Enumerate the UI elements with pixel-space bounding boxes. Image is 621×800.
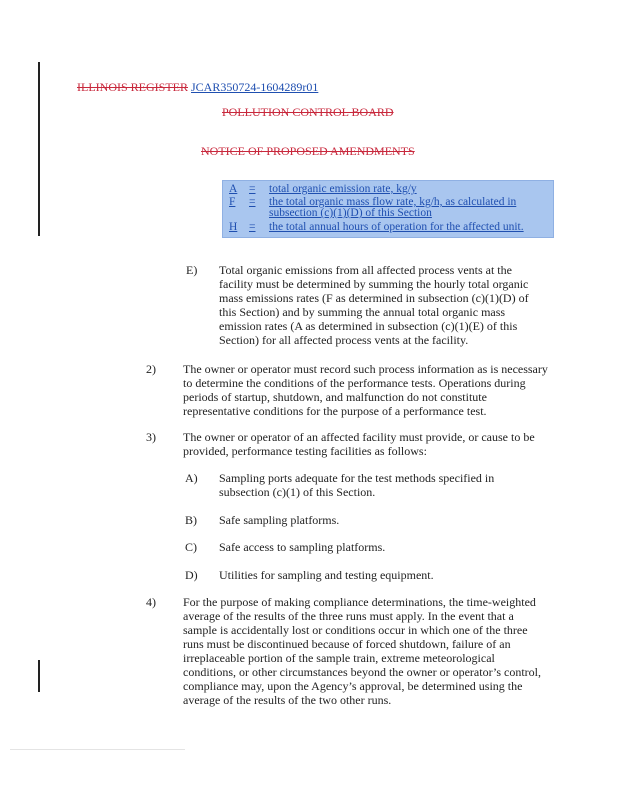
register-inserted: JCAR350724-1604289r01 xyxy=(191,80,319,94)
item-label-e: E) xyxy=(186,263,198,277)
definition-equals: = xyxy=(249,196,256,208)
item-label-4: 4) xyxy=(146,595,156,609)
change-bar-bottom xyxy=(38,660,40,692)
definition-symbol: A xyxy=(229,183,238,195)
item-label-2: 2) xyxy=(146,362,156,376)
item-text-4: For the purpose of making compliance determinations, the time-weighted average of the results of the three runs must apply. In the event that a sample is accidentally lost or conditions occur in which one of the three runs must be discontinued because of forced shutdown, failure of an irreplaceable portion of the sample train, extreme meteorological conditions, or other circumstances beyond the owner or operator’s control, compliance may, upon the Agency’s approval, be determined using the average of the results of the two other runs. xyxy=(183,595,542,707)
item-label-a: A) xyxy=(185,471,198,485)
change-bar-top xyxy=(38,62,40,236)
definition-equals: = xyxy=(249,221,256,233)
item-text-d: Utilities for sampling and testing equipment. xyxy=(219,568,434,582)
item-text-e: Total organic emissions from all affected process vents at the facility must be determined by summing the hourly total organic mass emissions rates (F as determined in subsection (c)(1)(D) of this Section) and by summing the annual total organic mass emission rates (A as determined in subsection (c)(1)(E) of this Section) for all affected process vents at the facility. xyxy=(219,263,529,347)
item-text-a: Sampling ports adequate for the test methods specified in subsection (c)(1) of this Section. xyxy=(219,471,495,499)
item-text-c: Safe access to sampling platforms. xyxy=(219,540,386,554)
board-title: POLLUTION CONTROL BOARD xyxy=(222,105,394,119)
item-label-d: D) xyxy=(185,568,198,582)
item-label-3: 3) xyxy=(146,430,156,444)
register-struck: ILLINOIS REGISTER xyxy=(77,80,188,94)
definition-text: total organic emission rate, kg/y xyxy=(269,183,417,195)
definition-symbol: H xyxy=(229,221,238,233)
item-label-b: B) xyxy=(185,513,197,527)
definition-symbol: F xyxy=(229,196,236,208)
inserted-definitions xyxy=(222,180,554,238)
definition-text: the total annual hours of operation for the affected unit. xyxy=(269,221,524,233)
register-header xyxy=(77,80,318,95)
definition-equals: = xyxy=(249,183,256,195)
notice-title: NOTICE OF PROPOSED AMENDMENTS xyxy=(201,144,415,158)
item-text-b: Safe sampling platforms. xyxy=(219,513,340,527)
page-footer-line xyxy=(10,749,185,750)
item-label-c: C) xyxy=(185,540,197,554)
item-text-3: The owner or operator of an affected facility must provide, or cause to be provided, performance testing facilities as follows: xyxy=(183,430,535,458)
item-text-2: The owner or operator must record such process information as is necessary to determine the conditions of the performance tests. Operations during periods of startup, shutdown, and malfunction do not constitute representative conditions for the purpose of a performance test. xyxy=(183,362,548,418)
definition-text: the total organic mass flow rate, kg/h, as calculated in subsection (c)(1)(D) of this Section xyxy=(269,196,517,219)
